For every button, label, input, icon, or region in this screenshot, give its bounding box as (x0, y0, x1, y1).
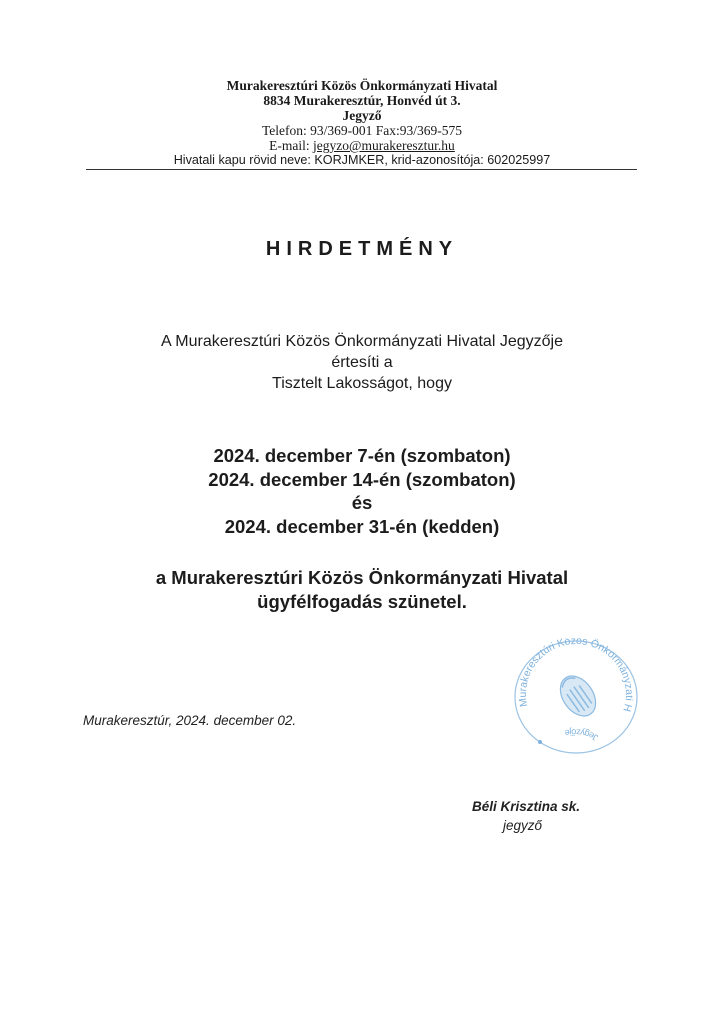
signer-role: jegyző (503, 818, 543, 833)
office-name: Murakeresztúri Közös Önkormányzati Hivatal (226, 78, 498, 93)
signer-name: Béli Krisztina sk. (472, 799, 581, 814)
header-divider (86, 169, 637, 170)
intro-paragraph (0, 331, 724, 394)
intro-line: A Murakeresztúri Közös Önkormányzati Hivatal Jegyzője (161, 333, 563, 350)
intro-line: értesíti a (331, 354, 393, 371)
date-conjunction: és (351, 492, 373, 513)
document-title: HIRDETMÉNY (265, 238, 459, 260)
email-link[interactable]: jegyzo@murakeresztur.hu (313, 138, 455, 153)
date-line: 2024. december 31-én (kedden) (224, 515, 500, 537)
date-line: 2024. december 7-én (szombaton) (213, 445, 511, 466)
stamp-outer-text: Murakeresztúri Közös Önkormányzati H (516, 638, 636, 713)
phone-fax: Telefon: 93/369-001 Fax:93/369-575 (261, 123, 463, 138)
closure-dates (0, 444, 724, 538)
email-line (0, 138, 724, 153)
official-stamp (512, 638, 640, 756)
place-and-date: Murakeresztúr, 2024. december 02. (83, 713, 297, 728)
stamp-icon (512, 638, 640, 756)
closing-line: ügyfélfogadás szünetel. (257, 591, 467, 612)
closing-line: a Murakeresztúri Közös Önkormányzati Hivatal (155, 567, 569, 588)
coat-of-arms-icon (553, 669, 603, 722)
office-role: Jegyző (342, 108, 382, 123)
date-line: 2024. december 14-én (szombaton) (208, 468, 516, 490)
intro-line: Tisztelt Lakosságot, hogy (272, 375, 452, 392)
letterhead (0, 78, 724, 168)
stamp-bottom-text: Jegyzője (563, 727, 600, 743)
email-label: E-mail: (269, 138, 314, 153)
closing-statement (0, 566, 724, 614)
office-address: 8834 Murakeresztúr, Honvéd út 3. (263, 93, 461, 108)
gateway-info: Hivatali kapu rövid neve: KORJMKER, krid-azonosítója: 602025997 (173, 153, 551, 167)
